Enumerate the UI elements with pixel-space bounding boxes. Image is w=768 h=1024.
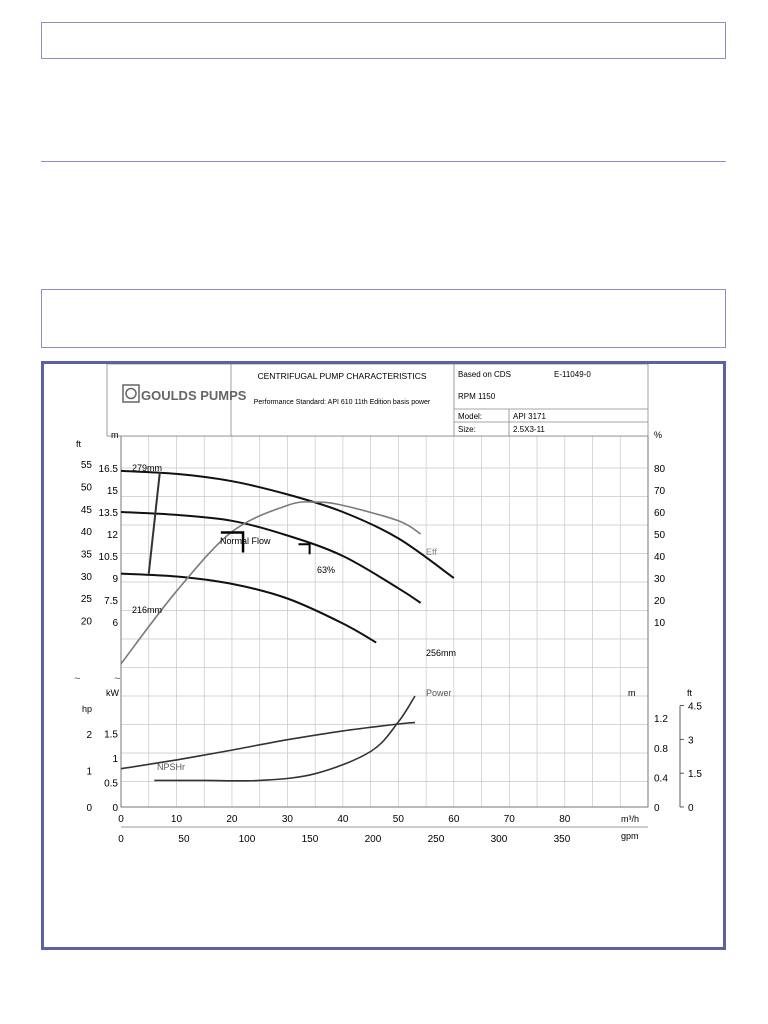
label-eff: Eff	[426, 547, 437, 557]
y-tick-npsh-ft: 3	[688, 735, 694, 747]
performance-standard: Performance Standard: API 610 11th Edition basis power	[253, 399, 431, 406]
trim-connector	[149, 472, 160, 573]
y-tick-power-hp: 2	[86, 729, 92, 741]
y-tick-eff: 40	[654, 552, 666, 563]
y-tick-power-kw: 1.5	[104, 729, 118, 741]
x-tick-gpm: 150	[301, 834, 319, 845]
y-tick-eff: 20	[654, 596, 666, 607]
npsh-m-unit: m	[628, 688, 636, 698]
x-tick-gpm: 100	[238, 834, 256, 845]
y-tick-npsh-m: 0.8	[654, 743, 668, 755]
y-tick-npsh-ft: 1.5	[688, 769, 702, 781]
y-tick-head-ft: 30	[80, 571, 92, 583]
x-tick-m3h: 0	[118, 814, 124, 825]
x-m3h-unit: m³/h	[621, 814, 639, 824]
y-tick-npsh-ft: 4.5	[688, 701, 702, 713]
label-256mm: 256mm	[426, 648, 457, 658]
x-tick-m3h: 80	[559, 814, 571, 825]
x-gpm-unit: gpm	[621, 831, 639, 841]
label-power: Power	[426, 688, 452, 698]
y-tick-head-ft: 40	[80, 527, 92, 539]
y-tick-head-m: 7.5	[104, 596, 118, 607]
y-tick-head-m: 6	[112, 618, 118, 629]
top-info-box	[41, 22, 726, 59]
goulds-logo	[123, 385, 247, 403]
x-tick-m3h: 40	[337, 814, 349, 825]
y-tick-head-ft: 45	[80, 504, 92, 516]
power-kw-unit: kW	[106, 688, 119, 698]
y-tick-head-m: 16.5	[98, 464, 118, 475]
x-tick-m3h: 20	[226, 814, 238, 825]
model-value: API 3171	[513, 412, 546, 421]
x-tick-gpm: 350	[553, 834, 571, 845]
label-npshr: NPSHr	[157, 762, 186, 772]
y-tick-eff: 80	[654, 464, 666, 475]
label-216mm: 216mm	[132, 605, 163, 615]
x-tick-m3h: 70	[503, 814, 515, 825]
y-tick-power-hp: 1	[86, 766, 92, 778]
y-tick-head-ft: 25	[80, 594, 92, 606]
y-tick-head-m: 15	[106, 486, 118, 497]
label-normal-flow: Normal Flow	[220, 536, 271, 546]
y-tick-head-ft: 50	[80, 482, 92, 494]
axis-break-mid: ~	[114, 673, 121, 685]
power-hp-unit: hp	[82, 704, 93, 714]
y-tick-head-m: 10.5	[98, 552, 118, 563]
y-tick-head-m: 9	[112, 574, 118, 585]
eff-63-marker	[299, 544, 310, 554]
model-label: Model:	[458, 412, 483, 421]
y-tick-npsh-m: 1.2	[654, 714, 668, 726]
y-tick-head-m: 13.5	[98, 508, 118, 519]
y-tick-power-hp: 0	[86, 803, 92, 814]
x-tick-gpm: 200	[364, 834, 382, 845]
y-tick-head-m: 12	[106, 530, 118, 541]
y-tick-npsh-m: 0	[654, 803, 660, 814]
x-tick-m3h: 10	[170, 814, 183, 825]
axis-break-left: ~	[74, 673, 81, 685]
y-tick-npsh-ft: 0	[688, 803, 694, 814]
x-tick-m3h: 50	[392, 814, 404, 825]
y-tick-npsh-m: 0.4	[654, 773, 668, 785]
label-279mm: 279mm	[132, 463, 163, 473]
y-tick-head-ft: 20	[80, 616, 92, 628]
based-on-label: Based on CDS	[458, 370, 511, 379]
y-tick-head-ft: 55	[80, 460, 92, 472]
x-tick-gpm: 300	[490, 834, 508, 845]
x-tick-gpm: 0	[118, 834, 124, 845]
size-value: 2.5X3-11	[513, 425, 545, 434]
plot-border	[121, 436, 648, 807]
chart-title: CENTRIFUGAL PUMP CHARACTERISTICS	[257, 371, 427, 381]
pump-curve-chart	[44, 364, 723, 947]
y-tick-eff: 50	[654, 530, 666, 541]
y-tick-eff: 70	[654, 486, 666, 497]
x-tick-gpm: 50	[178, 834, 190, 845]
size-label: Size:	[458, 425, 476, 434]
chart-header	[107, 364, 648, 436]
x-tick-gpm: 250	[427, 834, 445, 845]
y-tick-eff: 60	[654, 508, 666, 519]
cds-number: E-11049-0	[554, 370, 591, 379]
y-tick-head-ft: 35	[80, 549, 92, 561]
label-63pct: 63%	[317, 565, 336, 575]
curve-npshr	[154, 696, 415, 781]
middle-info-box	[41, 289, 726, 348]
y-tick-power-kw: 0.5	[104, 778, 118, 790]
head-m-unit: m	[111, 430, 119, 440]
head-ft-unit: ft	[76, 439, 82, 449]
y-tick-power-kw: 0	[112, 803, 118, 814]
section-divider	[41, 161, 726, 162]
x-tick-m3h: 60	[448, 814, 460, 825]
grid-layer	[121, 436, 648, 807]
pump-curve-panel	[41, 361, 726, 950]
rpm-label: RPM 1150	[458, 392, 496, 401]
brand-name: GOULDS PUMPS	[141, 388, 247, 403]
eff-unit: %	[654, 430, 663, 440]
npsh-ft-unit: ft	[687, 688, 693, 698]
y-tick-eff: 10	[654, 618, 666, 629]
y-tick-eff: 30	[654, 574, 666, 585]
y-tick-power-kw: 1	[112, 753, 118, 765]
x-tick-m3h: 30	[281, 814, 293, 825]
